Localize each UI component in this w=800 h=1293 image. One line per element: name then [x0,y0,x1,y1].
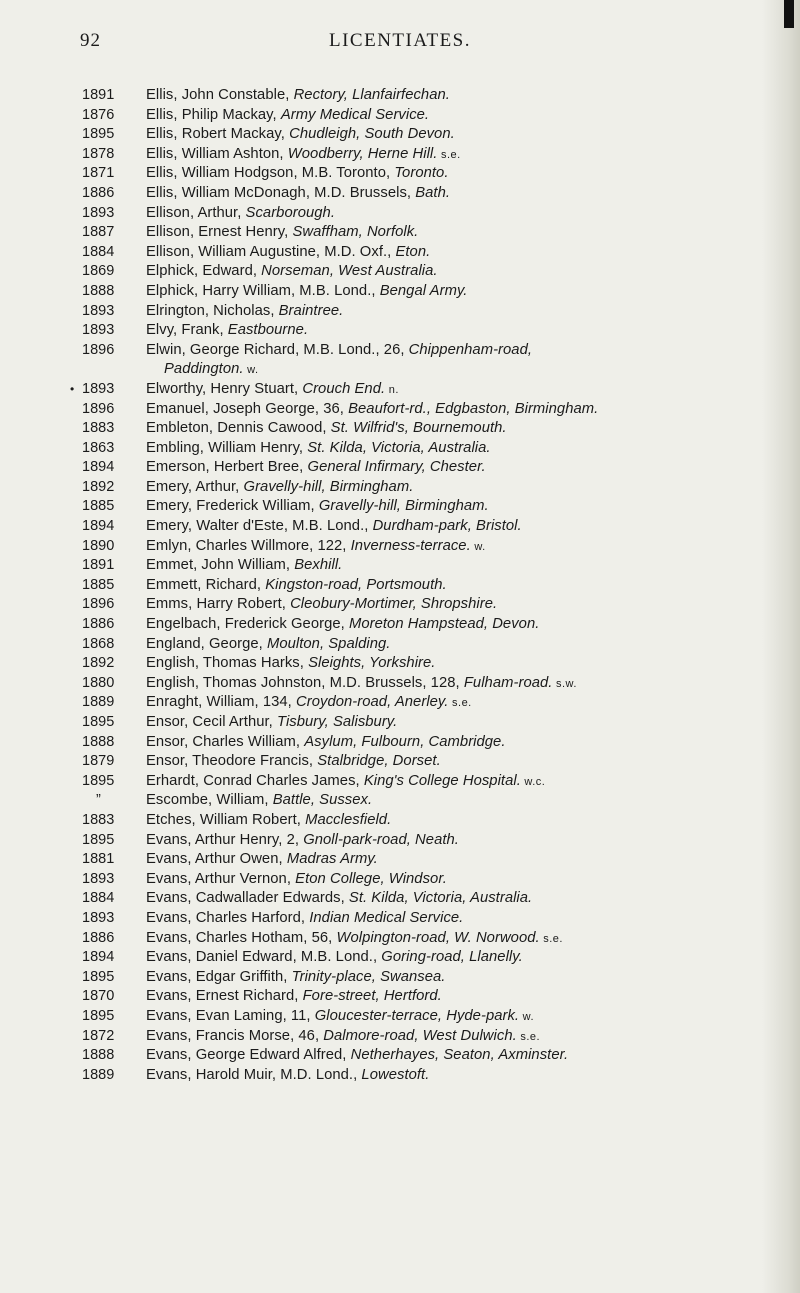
entry-text [146,791,776,811]
entry-name: Emery, Frederick William, [146,498,319,515]
entry-text [146,537,776,558]
list-item [0,1066,800,1086]
entry-place: St. Kilda, Victoria, Australia. [307,439,491,456]
list-item [0,674,800,694]
entry-text [146,654,776,674]
entry-year: 1894 [82,518,115,535]
entry-name: Emlyn, Charles Willmore, 122, [146,537,351,554]
entry-text [146,752,776,772]
entry-year: 1893 [82,870,115,887]
entry-place: Bengal Army. [379,282,468,299]
list-item [0,321,800,341]
list-item [0,987,800,1007]
entry-name: Elwin, George Richard, M.B. Lond., 26, [146,341,409,358]
list-item [0,243,800,263]
entry-name: Elvy, Frank, [146,322,228,339]
entry-name: Evans, Arthur Owen, [146,851,287,868]
entry-year: 1885 [82,498,115,515]
entry-text [146,674,776,695]
entry-text [146,517,776,537]
entry-name: Ensor, Theodore Francis, [146,753,318,770]
entry-place: Macclesfield. [305,811,392,828]
entry-name: Embleton, Dennis Cawood, [146,420,331,437]
entry-text [146,850,776,870]
entry-text [146,811,776,831]
list-item [0,909,800,929]
entry-year: 1893 [82,322,115,339]
list-item [0,184,800,204]
list-item [0,282,800,302]
entry-place: Scarborough. [245,204,335,221]
entry-text [146,576,776,596]
entry-text [146,987,776,1007]
entry-text [146,223,776,243]
entry-name: Emery, Arthur, [146,478,244,495]
page-header [0,26,800,56]
running-title: LICENTIATES. [328,30,471,51]
entry-place: Cleobury-Mortimer, Shropshire. [290,596,498,613]
entry-year: 1886 [82,184,115,201]
entry-year: 1886 [82,616,115,633]
entry-year: 1888 [82,733,115,750]
entry-place: Stalbridge, Dorset. [317,753,441,770]
entry-year: 1872 [82,1027,115,1044]
entry-name: Ellis, Robert Mackay, [146,126,290,143]
entry-place: Chippenham-road, [408,341,533,358]
list-item [0,635,800,655]
entry-year: 1895 [82,831,115,848]
list-item [0,811,800,831]
entry-district: s.e. [539,932,563,945]
entry-place-continued: Paddington. [164,361,244,378]
entry-place: Army Medical Service. [280,106,430,123]
entry-place: Croydon-road, Anerley. [296,694,449,711]
page-number: 92 [80,30,101,51]
entry-place: Rectory, Llanfairfechan. [293,87,450,103]
entry-name: English, Thomas Johnston, M.D. Brussels, 128, [146,674,464,691]
entry-district: w. [243,364,259,377]
entry-text [146,262,776,282]
list-item [0,86,800,106]
entry-text [146,86,776,106]
entry-text [146,400,776,420]
entry-name: Emmet, John William, [146,557,295,574]
list-item [0,537,800,557]
entry-district: w.c. [520,775,546,788]
entry-year: 1895 [82,772,115,789]
entry-year: 1892 [82,655,115,672]
entry-year: 1883 [82,420,115,437]
list-item [0,204,800,224]
entry-text [146,302,776,322]
entry-text [146,106,776,126]
entry-year: 1889 [82,1066,115,1083]
entry-place: Norseman, West Australia. [261,263,438,280]
entry-year: 1896 [82,596,115,613]
list-item [0,772,800,792]
list-item [0,458,800,478]
list-item [0,929,800,949]
entry-place: Madras Army. [286,851,378,868]
entry-year: 1893 [82,909,115,926]
entry-year: 1896 [82,400,115,417]
entry-year: 1881 [82,851,115,868]
list-item [0,223,800,243]
list-item [0,595,800,615]
entry-place: Durdham-park, Bristol. [372,518,522,535]
list-item [0,713,800,733]
entry-name: English, Thomas Harks, [146,655,309,672]
entry-name: Ellis, John Constable, [146,87,294,103]
entry-name: Escombe, William, [146,792,273,809]
entry-district: s.e. [448,697,472,710]
list-item [0,1007,800,1027]
entry-year: 1895 [82,126,115,143]
entry-text [146,693,776,714]
entry-name: Emerson, Herbert Bree, [146,459,308,476]
entry-place: Bath. [415,184,451,201]
entry-name: Evans, Edgar Griffith, [146,968,292,985]
list-item [0,1046,800,1066]
entry-text [146,243,776,263]
entry-place: Inverness-terrace. [350,537,471,554]
list-item [0,948,800,968]
entry-place: Braintree. [278,302,344,319]
entry-place: Tisbury, Salisbury. [277,714,398,730]
list-item [0,439,800,459]
list-item [0,556,800,576]
entry-year: 1885 [82,576,115,593]
list-item [0,106,800,126]
entry-text [146,772,776,793]
entry-year: 1893 [82,380,115,397]
entry-place: Kingston-road, Portsmouth. [265,576,447,593]
entry-year: 1893 [82,204,115,221]
entry-year: 1878 [82,145,115,162]
entry-text [146,889,776,909]
entry-text [146,595,776,615]
entry-bullet: • [70,381,75,396]
entry-place: Fulham-road. [463,674,553,691]
entry-place: Eton. [395,243,431,260]
list-item [0,968,800,988]
entry-place: Woodberry, Herne Hill. [287,145,438,162]
entry-text [146,478,776,498]
list-item [0,400,800,420]
entry-text [146,733,776,753]
list-item [0,478,800,498]
entry-year: 1894 [82,949,115,966]
entry-name: Emery, Walter d'Este, M.B. Lond., [146,518,373,535]
entry-text [146,713,776,733]
entry-name: Evans, Arthur Vernon, [146,870,296,887]
entry-name: Ellis, William Ashton, [146,145,288,162]
list-item [0,1027,800,1047]
entry-name: Evans, Daniel Edward, M.B. Lond., [146,949,382,966]
entry-place: Gravelly-hill, Birmingham. [318,498,489,515]
entry-text [146,164,776,184]
entry-year: 1868 [82,635,115,652]
entry-place: Eton College, Windsor. [295,870,447,887]
list-item [0,791,800,811]
entry-place: Eastbourne. [227,322,309,339]
entry-text [146,145,776,166]
entry-place: Crouch End. [302,380,386,397]
entry-year: 1893 [82,302,115,319]
entry-district: s.e. [516,1030,541,1043]
entry-place: Wolpington-road, W. Norwood. [336,929,540,946]
entry-text [146,1007,776,1028]
entry-name: Ellis, William Hodgson, M.B. Toronto, [146,165,395,182]
entry-year: ” [96,792,101,809]
entry-place: Moreton Hampstead, Devon. [348,616,540,633]
entry-year: 1891 [82,557,115,574]
entry-text [146,497,776,517]
entry-name: Elrington, Nicholas, [146,302,279,319]
entry-year: 1890 [82,537,115,554]
entry-year: 1896 [82,341,115,358]
entry-place: Gravelly-hill, Birmingham. [243,478,414,495]
entry-place: Indian Medical Service. [309,909,464,926]
list-item [0,125,800,145]
entry-text [146,870,776,890]
entry-place: Dalmore-road, West Dulwich. [323,1027,517,1044]
entry-district: n. [385,383,399,396]
entry-place: Gnoll-park-road, Neath. [303,831,459,848]
entry-district: w. [519,1010,535,1023]
entry-place: Beaufort-rd., Edgbaston, Birmingham. [348,400,599,417]
entry-text [146,1066,776,1086]
entry-place: Asylum, Fulbourn, Cambridge. [304,733,506,750]
entry-name: Ellison, Ernest Henry, [146,224,293,241]
entry-year: 1880 [82,674,115,691]
entry-place: St. Kilda, Victoria, Australia. [348,890,533,907]
entry-name: Evans, Evan Laming, 11, [146,1007,315,1024]
entry-name: Evans, Arthur Henry, 2, [146,831,304,848]
entry-name: Ensor, Cecil Arthur, [146,714,277,730]
entry-place: Lowestoft. [361,1066,430,1083]
list-item [0,850,800,870]
entry-place: Goring-road, Llanelly. [381,949,523,966]
entry-name: Emmett, Richard, [146,576,266,593]
entry-year: 1888 [82,1047,115,1064]
list-item [0,517,800,537]
entry-name: Evans, George Edward Alfred, [146,1047,351,1064]
entry-year: 1895 [82,714,115,730]
list-item [0,831,800,851]
entry-text [146,635,776,655]
entry-name: Elphick, Harry William, M.B. Lond., [146,282,380,299]
entry-place: Sleights, Yorkshire. [308,655,436,672]
entry-name: Emms, Harry Robert, [146,596,291,613]
entry-year: 1884 [82,890,115,907]
entry-district: w. [470,540,486,553]
entry-place: Toronto. [394,165,449,182]
entry-year: 1869 [82,263,115,280]
entry-year: 1884 [82,243,115,260]
entry-name: England, George, [146,635,267,652]
entry-name: Evans, Francis Morse, 46, [146,1027,324,1044]
list-item [0,615,800,635]
entry-text [146,184,776,204]
list-item [0,164,800,184]
list-item [0,693,800,713]
list-item [0,889,800,909]
entry-year: 1894 [82,459,115,476]
entry-name: Embling, William Henry, [146,439,308,456]
entry-name: Evans, Charles Hotham, 56, [146,929,337,946]
entry-place: Trinity-place, Swansea. [291,968,446,985]
entry-year: 1887 [82,224,115,241]
entry-text [146,125,776,145]
entry-district: s.w. [552,677,577,690]
entry-year: 1883 [82,811,115,828]
entry-text [146,458,776,478]
entry-name: Evans, Cadwallader Edwards, [146,890,349,907]
entry-place: Gloucester-terrace, Hyde-park. [314,1007,520,1024]
list-item [0,341,800,380]
entry-district: s.e. [437,148,461,161]
entry-year: 1863 [82,439,115,456]
entry-place: Chudleigh, South Devon. [289,126,455,143]
entry-name: Ellison, William Augustine, M.D. Oxf., [146,243,396,260]
entry-name: Emanuel, Joseph George, 36, [146,400,349,417]
entry-text [146,282,776,302]
entry-year: 1886 [82,929,115,946]
list-item [0,576,800,596]
entry-year: 1870 [82,988,115,1005]
entry-text [146,929,776,950]
entry-text [146,321,776,341]
entry-text [146,1046,776,1066]
list-item [0,419,800,439]
entry-place: Moulton, Spalding. [266,635,391,652]
list-item [0,302,800,322]
entry-place: King's College Hospital. [363,772,521,789]
entry-text [146,380,776,401]
entry-place: Fore-street, Hertford. [302,988,442,1005]
list-item [0,870,800,890]
entry-year: 1888 [82,282,115,299]
entry-name: Erhardt, Conrad Charles James, [146,772,364,789]
entry-text [146,556,776,576]
entry-text [146,831,776,851]
entry-text [146,909,776,929]
entry-year: 1876 [82,106,115,123]
entry-name: Ensor, Charles William, [146,733,305,750]
entry-name: Ellis, William McDonagh, M.D. Brussels, [146,184,416,201]
entry-name: Ellison, Arthur, [146,204,246,221]
list-item [0,497,800,517]
entry-name: Evans, Charles Harford, [146,909,310,926]
corner-mark [784,0,794,28]
list-item [0,654,800,674]
list-item [0,262,800,282]
entry-name: Ellis, Philip Mackay, [146,106,281,123]
entry-place: Netherhayes, Seaton, Axminster. [350,1047,569,1064]
entry-name: Elworthy, Henry Stuart, [146,380,303,397]
entry-place: Swaffham, Norfolk. [292,224,419,241]
entry-name: Enraght, William, 134, [146,694,297,711]
entry-text [146,419,776,439]
entry-place: General Infirmary, Chester. [307,459,486,476]
entry-name: Evans, Ernest Richard, [146,988,303,1005]
entry-place: Battle, Sussex. [272,792,373,809]
licentiates-list [0,86,800,1085]
entry-year: 1895 [82,968,115,985]
entry-year: 1895 [82,1007,115,1024]
entry-text [146,204,776,224]
entry-year: 1879 [82,753,115,770]
entry-name: Engelbach, Frederick George, [146,616,349,633]
list-item [0,145,800,165]
entry-text [146,948,776,968]
entry-text [146,968,776,988]
entry-text [146,615,776,635]
entry-name: Evans, Harold Muir, M.D. Lond., [146,1066,362,1083]
list-item [0,733,800,753]
entry-text [146,341,776,381]
entry-year: 1889 [82,694,115,711]
entry-year: 1871 [82,165,115,182]
entry-year: 1891 [82,87,115,103]
entry-text [146,1027,776,1048]
entry-name: Etches, William Robert, [146,811,306,828]
list-item [0,752,800,772]
entry-text [146,439,776,459]
list-item [0,380,800,400]
entry-place: St. Wilfrid's, Bournemouth. [330,420,507,437]
entry-name: Elphick, Edward, [146,263,262,280]
entry-year: 1892 [82,478,115,495]
entry-place: Bexhill. [294,557,343,574]
